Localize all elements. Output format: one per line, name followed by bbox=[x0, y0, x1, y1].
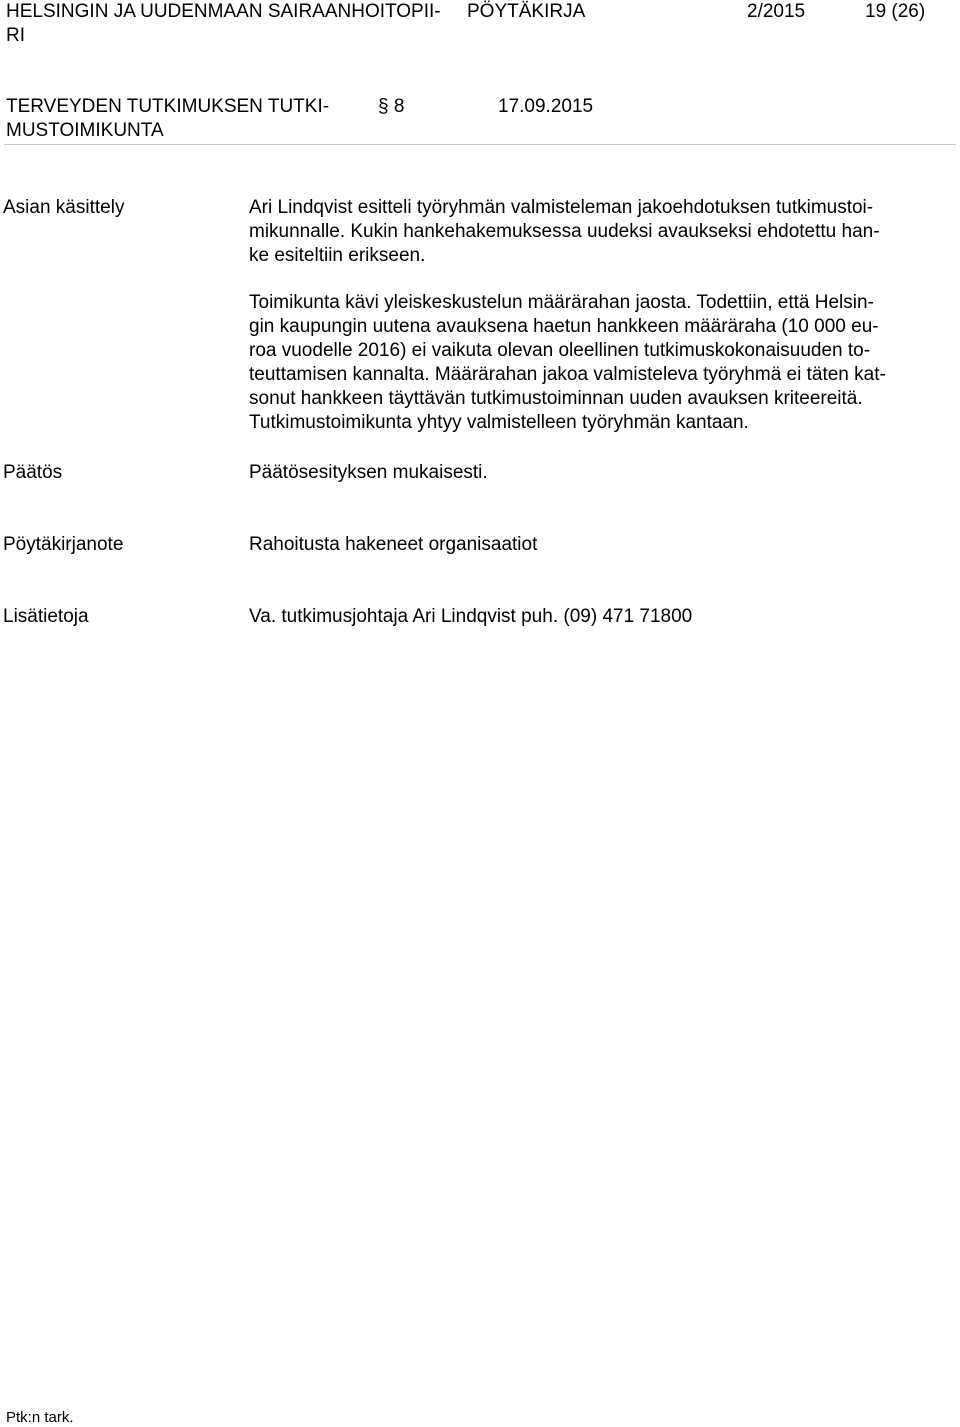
header-divider bbox=[4, 144, 956, 145]
section-label-poytakirjanote: Pöytäkirjanote bbox=[3, 534, 124, 555]
paragraph-line: teuttamisen kannalta. Määrärahan jakoa valmisteleva työryhmä ei täten kat- bbox=[249, 364, 886, 385]
paragraph-line: Toimikunta kävi yleiskeskustelun määrärahan jaosta. Todettiin, että Helsin- bbox=[249, 292, 874, 313]
contact-info: Va. tutkimusjohtaja Ari Lindqvist puh. (09) 471 71800 bbox=[249, 606, 693, 627]
meeting-date: 17.09.2015 bbox=[498, 96, 594, 117]
committee-name-line1: TERVEYDEN TUTKIMUKSEN TUTKI- bbox=[6, 96, 330, 117]
section-body-lisatietoja bbox=[249, 605, 955, 629]
section-label-asian-kasittely: Asian käsittely bbox=[3, 197, 125, 218]
meeting-number: 2/2015 bbox=[747, 1, 806, 22]
section-body-asian-kasittely-discussion bbox=[249, 291, 955, 435]
organization-name-line1: HELSINGIN JA UUDENMAAN SAIRAANHOITOPII- bbox=[6, 1, 441, 22]
section-label-paatos: Päätös bbox=[3, 462, 63, 483]
minutes-extract-recipients: Rahoitusta hakeneet organisaatiot bbox=[249, 534, 538, 555]
paragraph-line: sonut hankkeen täyttävän tutkimustoiminnan uuden avauksen kriteereitä. bbox=[249, 388, 863, 409]
section-number: § 8 bbox=[378, 96, 405, 117]
paragraph-line: Ari Lindqvist esitteli työryhmän valmisteleman jakoehdotuksen tutkimustoi- bbox=[249, 197, 874, 218]
section-label-lisatietoja: Lisätietoja bbox=[3, 606, 89, 627]
document-type: PÖYTÄKIRJA bbox=[467, 1, 586, 22]
paragraph-line: gin kaupungin uutena avauksena haetun hankkeen määräraha (10 000 eu- bbox=[249, 316, 879, 337]
section-body-paatos bbox=[249, 461, 955, 485]
paragraph-line: Tutkimustoimikunta yhtyy valmistelleen työryhmän kantaan. bbox=[249, 412, 749, 433]
paragraph-line: mikunnalle. Kukin hankehakemuksessa uudeksi avaukseksi ehdotettu han- bbox=[249, 221, 880, 242]
paragraph-line: ke esiteltiin erikseen. bbox=[249, 245, 426, 266]
section-body-asian-kasittely bbox=[249, 196, 955, 268]
minutes-checker-note: Ptk:n tark. bbox=[6, 1409, 74, 1426]
organization-name-line2: RI bbox=[6, 25, 25, 46]
section-body-poytakirjanote bbox=[249, 533, 955, 557]
decision-text: Päätösesityksen mukaisesti. bbox=[249, 462, 488, 483]
committee-name-line2: MUSTOIMIKUNTA bbox=[6, 120, 164, 141]
paragraph-line: roa vuodelle 2016) ei vaikuta olevan oleellinen tutkimuskokonaisuuden to- bbox=[249, 340, 871, 361]
page-number: 19 (26) bbox=[865, 1, 926, 22]
